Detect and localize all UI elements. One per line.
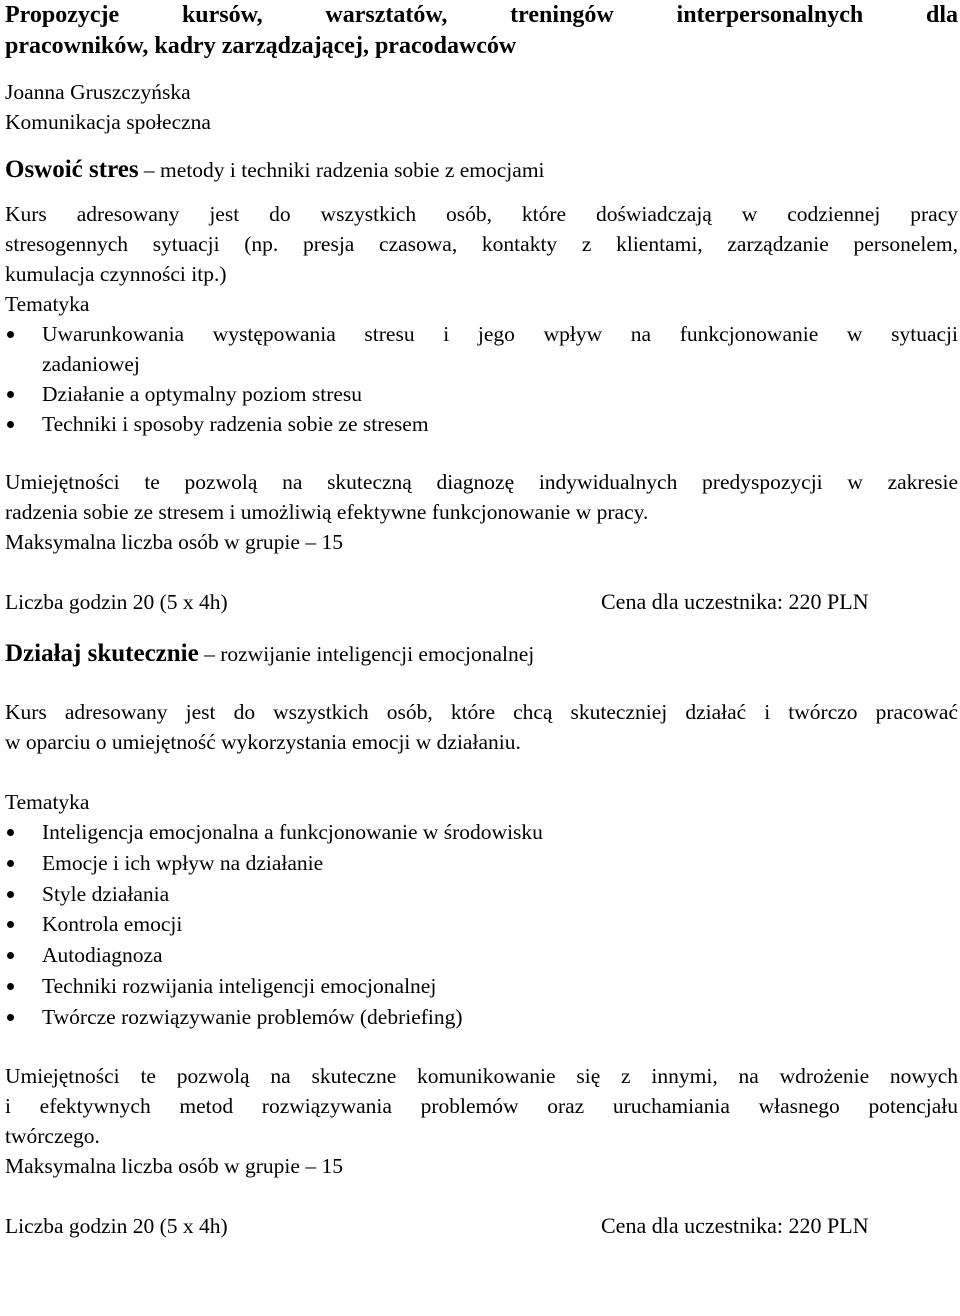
topic-text: Techniki rozwijania inteligencji emocjonalnej xyxy=(42,973,437,998)
course-intro xyxy=(5,199,958,289)
list-item xyxy=(5,817,958,848)
topics-list xyxy=(5,319,958,439)
course-hours: Liczba godzin 20 (5 x 4h) xyxy=(5,590,228,614)
bullet-icon xyxy=(7,921,14,928)
author-name: Joanna Gruszczyńska xyxy=(5,80,191,104)
bullet-icon xyxy=(7,391,14,398)
course-skills xyxy=(5,467,958,527)
bullet-icon xyxy=(7,952,14,959)
list-item xyxy=(5,848,958,879)
list-item xyxy=(5,1002,958,1033)
max-group-size: Maksymalna liczba osób w grupie – 15 xyxy=(5,1153,343,1178)
list-item xyxy=(5,879,958,910)
course-name: Oswoić stres xyxy=(5,156,139,183)
max-group-size: Maksymalna liczba osób w grupie – 15 xyxy=(5,530,343,554)
course-skills xyxy=(5,1061,958,1151)
course-skills-line: twórczego. xyxy=(5,1123,100,1148)
topics-heading: Tematyka xyxy=(5,292,90,316)
course-title xyxy=(5,155,960,185)
course-skills-line: radzenia sobie ze stresem i umożliwią efektywne funkcjonowanie w pracy. xyxy=(5,500,649,524)
list-item xyxy=(5,379,958,409)
bullet-icon xyxy=(7,331,14,338)
topic-text: Twórcze rozwiązywanie problemów (debriefing) xyxy=(42,1004,463,1029)
price-row xyxy=(5,1211,958,1241)
list-item xyxy=(5,940,958,971)
course-intro-line: stresogennych sytuacji (np. presja czasowa, kontakty z klientami, zarządzanie personelem, xyxy=(5,232,958,256)
document-title-line-2: pracowników, kadry zarządzającej, pracodawców xyxy=(5,33,517,59)
course-subtitle: – rozwijanie inteligencji emocjonalnej xyxy=(204,642,535,666)
author-block xyxy=(5,77,960,137)
bullet-icon xyxy=(7,891,14,898)
course-name: Działaj skutecznie xyxy=(5,640,199,667)
bullet-icon xyxy=(7,1014,14,1021)
course-skills-line: i efektywnych metod rozwiązywania problemów oraz uruchamiania własnego potencjału xyxy=(5,1093,958,1118)
course-intro-line: Kurs adresowany jest do wszystkich osób, które doświadczają w codziennej pracy xyxy=(5,202,958,226)
course-intro-line: Kurs adresowany jest do wszystkich osób, które chcą skuteczniej działać i twórczo pracować xyxy=(5,700,958,724)
topics-list xyxy=(5,817,958,1033)
bullet-icon xyxy=(7,829,14,836)
course-section-2 xyxy=(5,639,960,1241)
bullet-icon xyxy=(7,983,14,990)
course-hours: Liczba godzin 20 (5 x 4h) xyxy=(5,1213,228,1238)
course-subtitle: – metody i techniki radzenia sobie z emocjami xyxy=(143,158,545,182)
document-title xyxy=(5,0,958,62)
document-title-line-1: Propozycje kursów, warsztatów, treningów interpersonalnych dla xyxy=(5,2,958,28)
course-price: Cena dla uczestnika: 220 PLN xyxy=(601,1212,869,1238)
author-department: Komunikacja społeczna xyxy=(5,110,211,134)
topic-text: Kontrola emocji xyxy=(42,912,183,937)
list-item xyxy=(5,971,958,1002)
bullet-icon xyxy=(7,860,14,867)
course-title xyxy=(5,639,960,669)
topic-text: Emocje i ich wpływ na działanie xyxy=(42,850,324,875)
list-item xyxy=(5,909,958,940)
course-intro-line: w oparciu o umiejętność wykorzystania emocji w działaniu. xyxy=(5,730,521,754)
course-section-1 xyxy=(5,155,960,617)
course-price: Cena dla uczestnika: 220 PLN xyxy=(601,589,869,614)
list-item xyxy=(5,319,958,379)
topic-text: Działanie a optymalny poziom stresu xyxy=(42,382,363,406)
course-skills-line: Umiejętności te pozwolą na skuteczne komunikowanie się z innymi, na wdrożenie nowych xyxy=(5,1063,958,1088)
course-intro xyxy=(5,697,958,757)
list-item xyxy=(5,409,958,439)
bullet-icon xyxy=(7,421,14,428)
topic-text: Autodiagnoza xyxy=(42,943,163,968)
course-skills-line: Umiejętności te pozwolą na skuteczną diagnozę indywidualnych predyspozycji w zakresie xyxy=(5,470,958,494)
topic-text: Inteligencja emocjonalna a funkcjonowanie w środowisku xyxy=(42,820,543,844)
price-row xyxy=(5,587,958,617)
topic-text: Uwarunkowania występowania stresu i jego wpływ na funkcjonowanie w sytuacji zadaniowej xyxy=(42,322,958,376)
topic-text: Techniki i sposoby radzenia sobie ze stresem xyxy=(42,412,429,436)
course-intro-line: kumulacja czynności itp.) xyxy=(5,262,227,286)
topic-text: Style działania xyxy=(42,881,170,906)
topics-heading: Tematyka xyxy=(5,790,90,814)
